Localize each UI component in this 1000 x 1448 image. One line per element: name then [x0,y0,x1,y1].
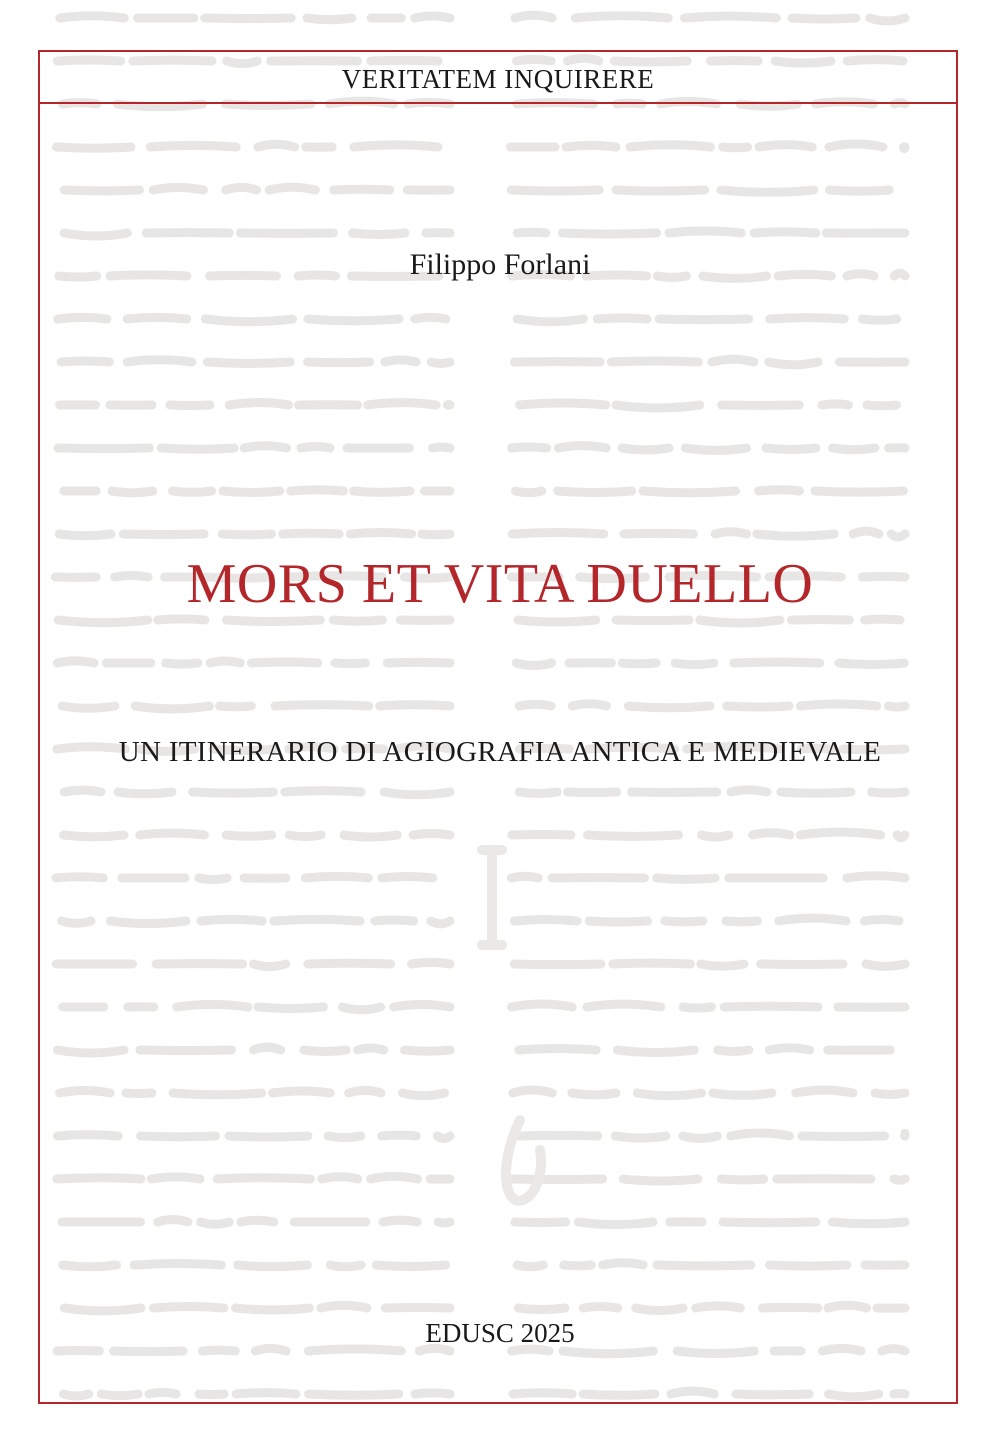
publisher-year: EDUSC 2025 [425,1318,575,1348]
author-name: Filippo Forlani [409,248,591,281]
book-subtitle: UN ITINERARIO DI AGIOGRAFIA ANTICA E MEDIEVALE [118,736,882,768]
series-name: VERITATEM INQUIRERE [341,64,655,94]
book-title: MORS ET VITA DUELLO [186,553,814,615]
